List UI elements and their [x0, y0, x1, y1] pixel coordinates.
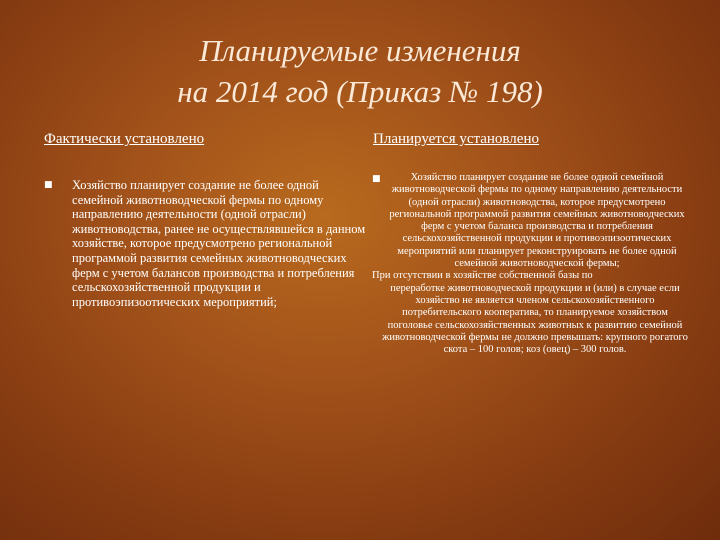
right-paragraph-2-rest: переработке животноводческой продукции и (или) в случае если хозяйство не является членом сельскохозяйственного потребительского кооператива, то планируемое хозяйством поголовье сельскохозяйственных животных к развитию семейной животноводческой фермы не должно превышать: крупного рогатого скота – 100 голов; коз (овец) – 300 голов. — [382, 282, 688, 356]
left-bullet-text: Хозяйство планирует создание не более одной семейной животноводческой фермы по одному направлению деятельности (одной отрасли) животноводства, ранее не осуществлявшейся в данном хозяйстве, которое предусмотрено региональной программой развития семейных животноводческих ферм с учетом балансов производства и потребления сельскохозяйственной продукции и противоэпизоотических мероприятий; — [72, 178, 366, 309]
right-paragraph-2 — [372, 270, 688, 356]
square-bullet-icon: ■ — [44, 180, 53, 190]
square-bullet-icon: ■ — [372, 174, 381, 184]
title-line-1: Планируемые изменения — [199, 33, 521, 68]
title-line-2: на 2014 год (Приказ № 198) — [177, 74, 543, 109]
right-paragraph-2-lead: При отсутствии в хозяйстве собственной базы по — [372, 270, 593, 282]
right-column-body — [372, 172, 688, 356]
right-bullet-text: Хозяйство планирует создание не более одной семейной животноводческой фермы по одному направлению деятельности (одной отрасли) животноводства, которое предусмотрено региональной программой развития семейных животноводческих ферм с учетом баланса производства и потребления сельскохозяйственной продукции и противоэпизоотических мероприятий или планирует реконструировать не более одной семейной животноводческой фермы; — [389, 172, 685, 270]
slide-title — [40, 30, 680, 112]
left-column-heading: Фактически установлено — [44, 131, 205, 147]
right-column-heading: Планируется установлено — [373, 131, 539, 147]
